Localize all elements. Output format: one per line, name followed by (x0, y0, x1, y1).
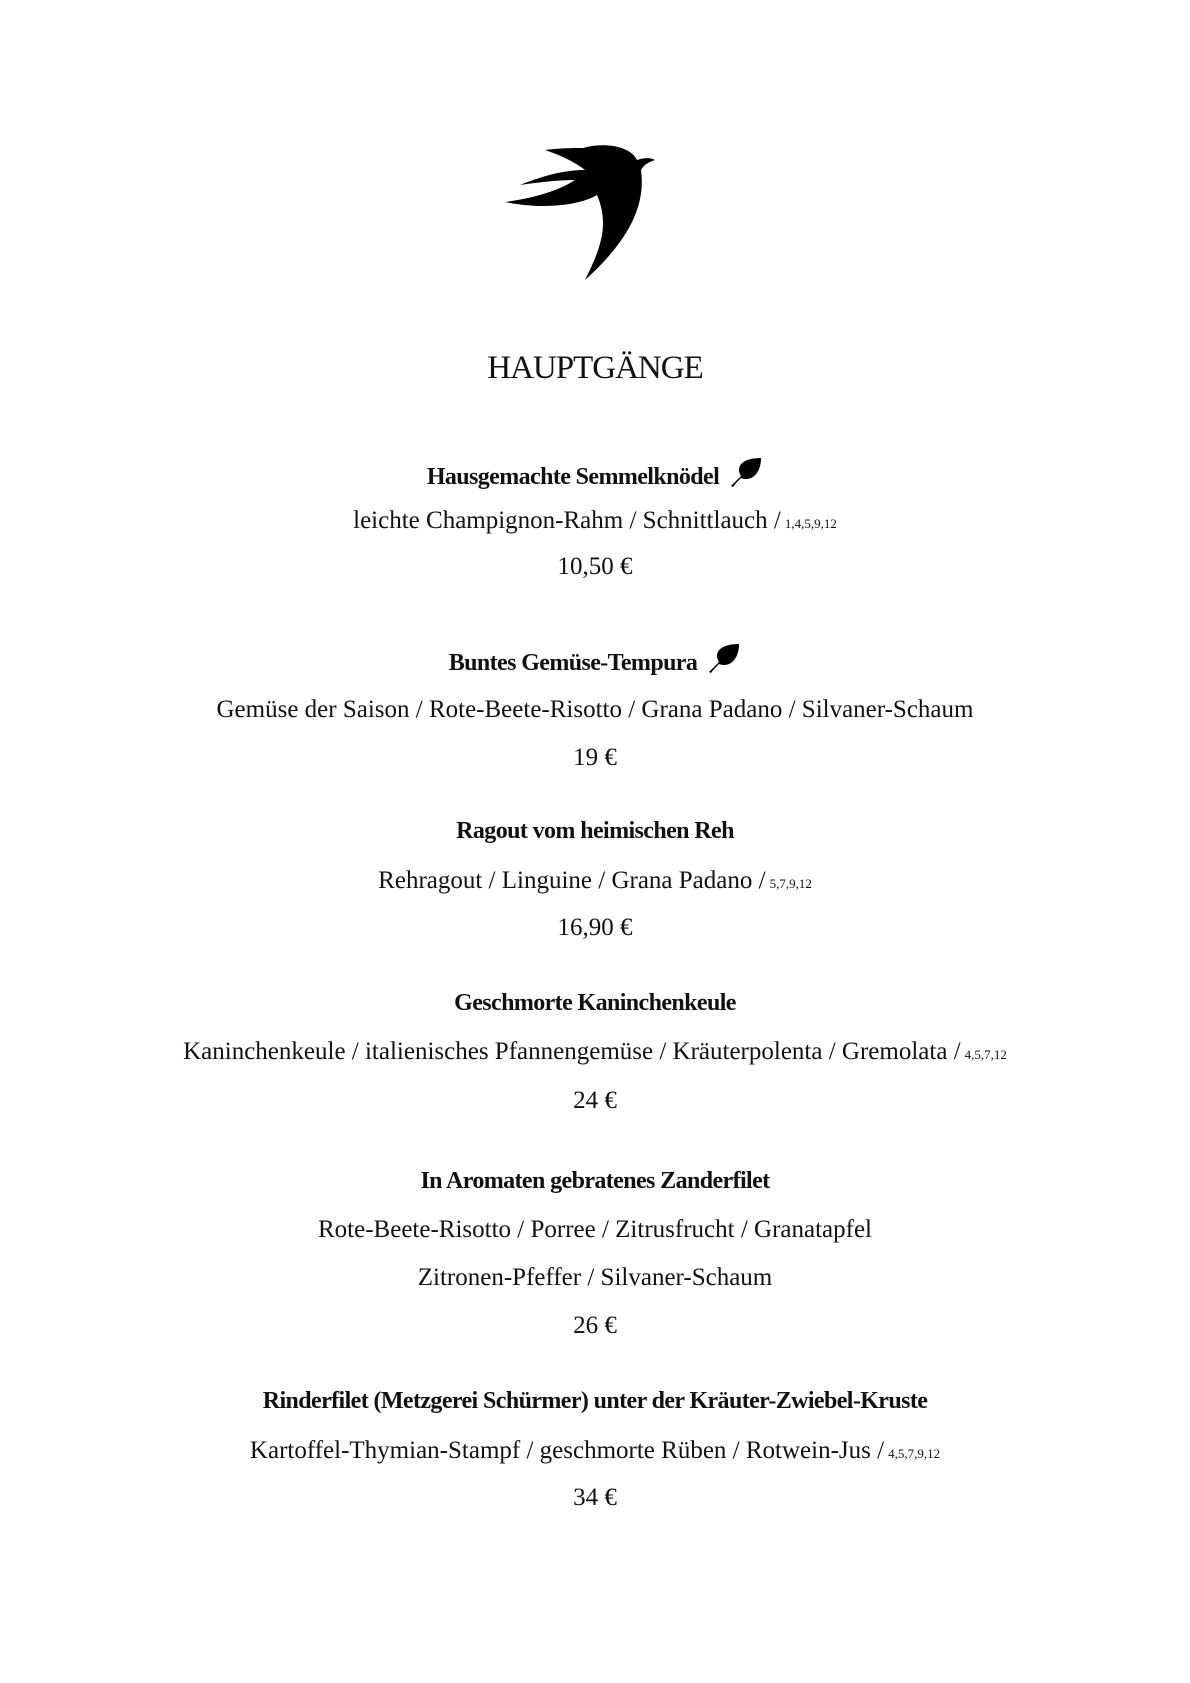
dish-description: Kaninchenkeule / italienisches Pfannengemüse / Kräuterpolenta / Gremolata / 4,5,7,12 (183, 1038, 1007, 1065)
dish-description: Gemüse der Saison / Rote-Beete-Risotto / Grana Padano / Silvaner-Schaum (216, 696, 974, 723)
swallow-icon (505, 140, 655, 285)
dish-price: 19 € (573, 744, 617, 771)
dish-price: 16,90 € (557, 914, 633, 941)
dish-name (0, 456, 1190, 492)
dish-title: Rinderfilet (Metzgerei Schürmer) unter der Kräuter-Zwiebel-Kruste (262, 1388, 928, 1414)
dish-title: Geschmorte Kaninchenkeule (454, 990, 736, 1016)
leaf-icon (729, 456, 763, 488)
dish-price: 24 € (573, 1087, 617, 1114)
dish-name (0, 1386, 1190, 1416)
dish-description: leichte Champignon-Rahm / Schnittlauch / 1,4,5,9,12 (353, 507, 837, 534)
dish-name (0, 816, 1190, 846)
dish-title: Buntes Gemüse-Tempura (448, 650, 698, 676)
allergens: 1,4,5,9,12 (784, 516, 837, 531)
dish-price: 10,50 € (557, 553, 633, 580)
dish-name (0, 988, 1190, 1018)
dish-description: Rehragout / Linguine / Grana Padano / 5,7,9,12 (378, 867, 812, 894)
dish-price: 26 € (573, 1312, 617, 1339)
dish-description: Kartoffel-Thymian-Stampf / geschmorte Rüben / Rotwein-Jus / 4,5,7,9,12 (249, 1437, 941, 1464)
dish-description: Zitronen-Pfeffer / Silvaner-Schaum (417, 1264, 773, 1291)
allergens: 4,5,7,9,12 (888, 1446, 941, 1461)
leaf-icon (707, 642, 741, 674)
allergens: 4,5,7,12 (964, 1047, 1007, 1062)
page-title: HAUPTGÄNGE (487, 350, 703, 386)
dish-title: In Aromaten gebratenes Zanderfilet (420, 1168, 770, 1194)
allergens: 5,7,9,12 (769, 876, 812, 891)
dish-title: Hausgemachte Semmelknödel (426, 464, 720, 490)
dish-name (0, 642, 1190, 678)
dish-title: Ragout vom heimischen Reh (456, 818, 734, 844)
dish-name (0, 1166, 1190, 1196)
dish-description: Rote-Beete-Risotto / Porree / Zitrusfrucht / Granatapfel (318, 1216, 872, 1243)
dish-price: 34 € (573, 1484, 617, 1511)
